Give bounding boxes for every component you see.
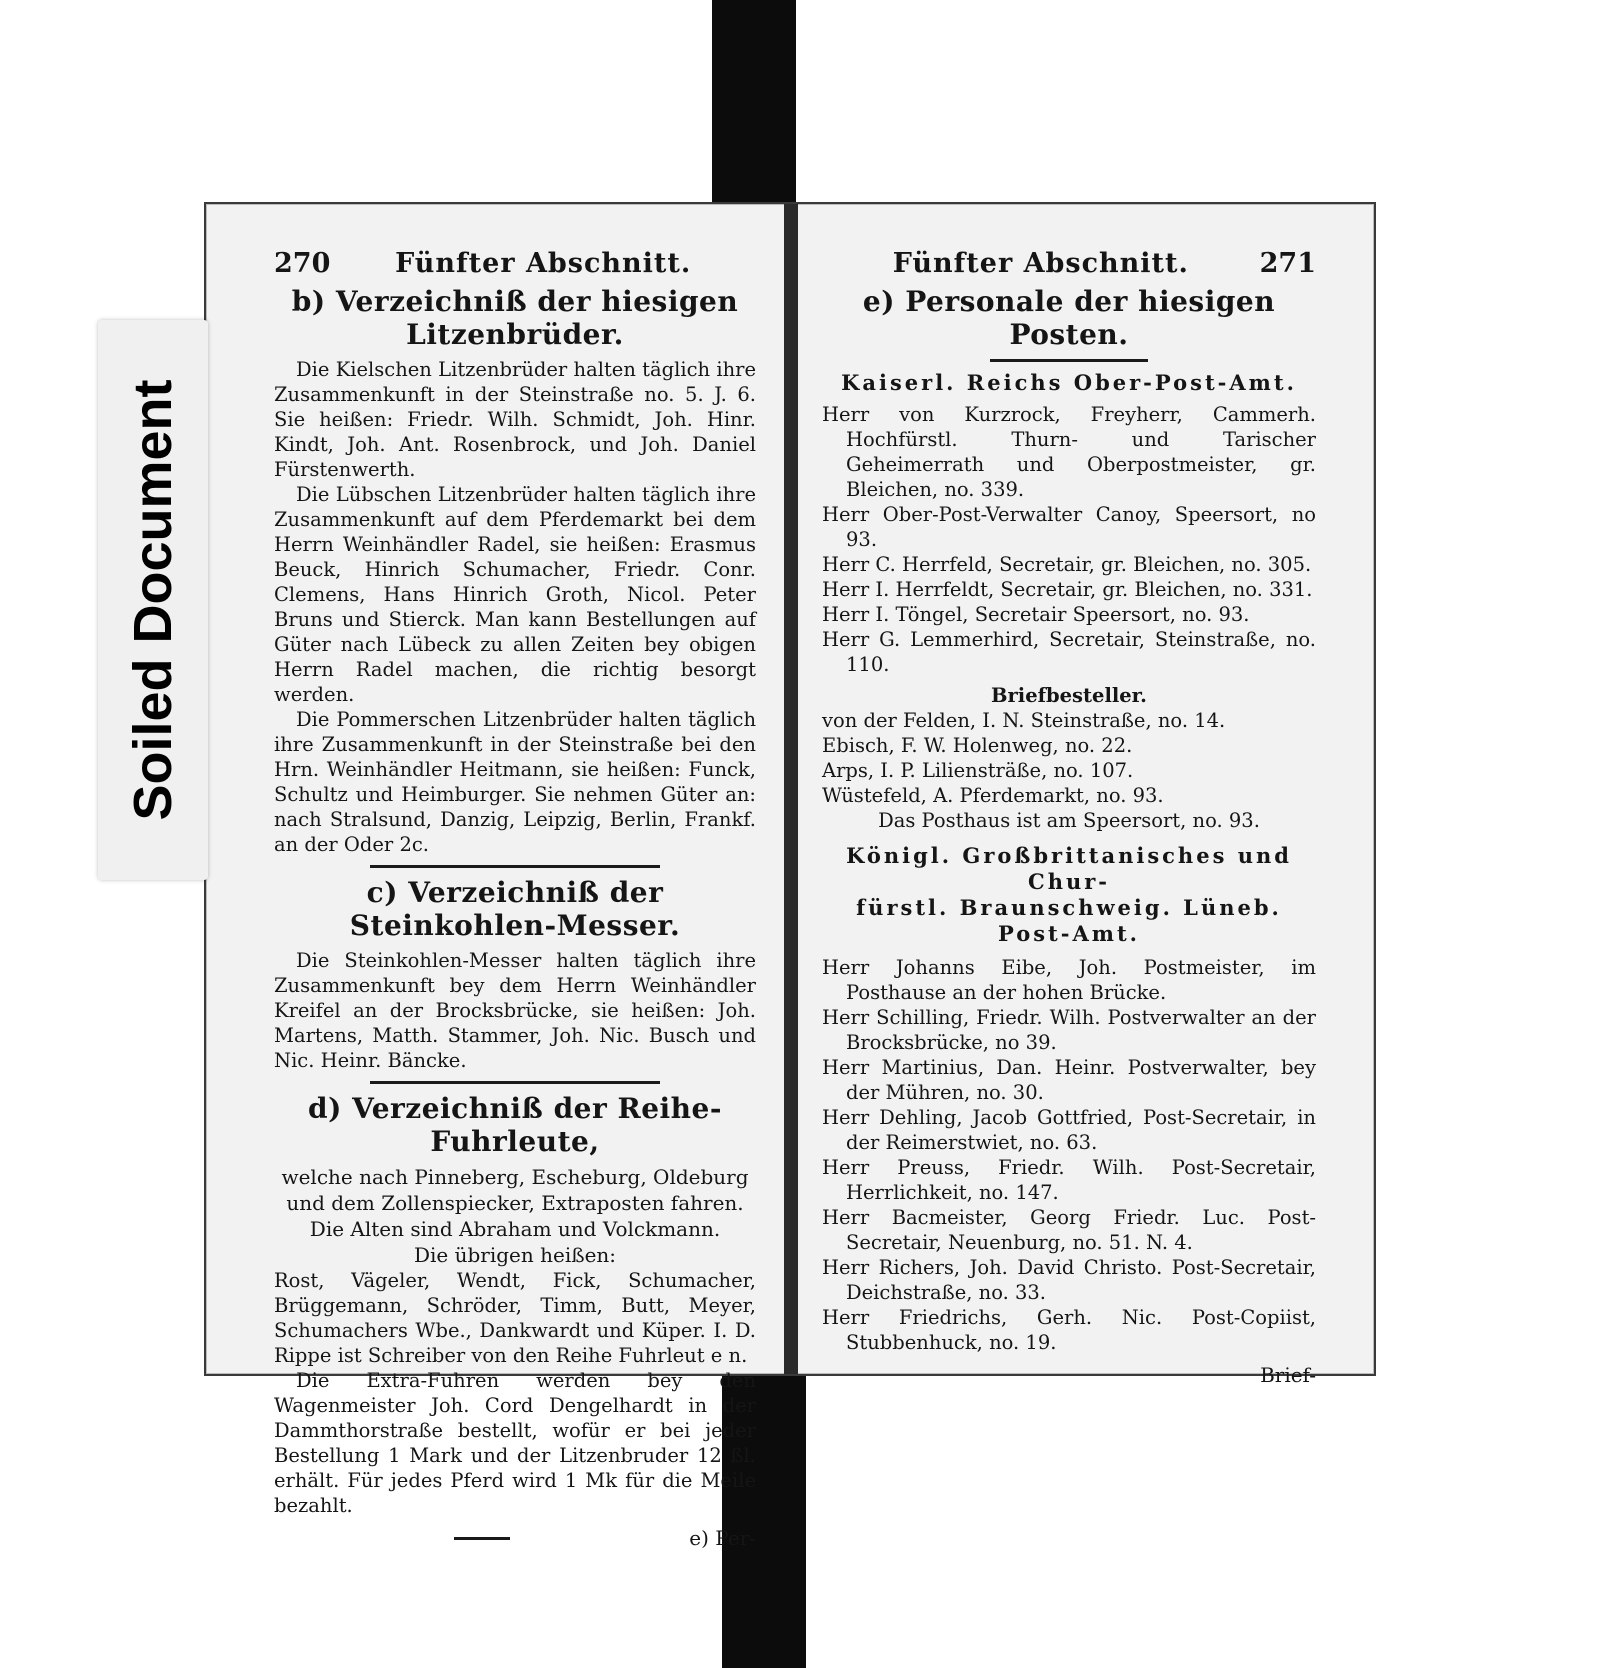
left-running-head	[274, 248, 756, 279]
section-d-paragraph-2: Die Extra-Fuhren werden bey den Wagenmeister Joh. Cord Dengelhardt in der Dammthorstraße bestellt, wofür er bei jeder Bestellung 1 Mark und der Litzenbruder 12 ßl. erhält. Für jedes Pferd wird 1 Mk für die Meile bezahlt.	[274, 1369, 756, 1517]
list-item: Herr G. Lemmerhird, Secretair, Steinstraße, no. 110.	[822, 628, 1316, 676]
right-catchword: Brief-	[1260, 1363, 1316, 1387]
right-page-footer	[822, 1363, 1316, 1387]
list-item: Herr von Kurzrock, Freyherr, Cammerh. Hochfürstl. Thurn- und Tarischer Geheimerrath und Oberpostmeister, gr. Bleichen, no. 339.	[822, 403, 1316, 501]
list-item: Herr Martinius, Dan. Heinr. Postverwalter, bey der Mühren, no. 30.	[822, 1056, 1316, 1104]
list-item: Herr Dehling, Jacob Gottfried, Post-Secretair, in der Reimerstwiet, no. 63.	[822, 1106, 1316, 1154]
section-d-line-4: Die übrigen heißen:	[413, 1243, 617, 1267]
list-item: Herr C. Herrfeld, Secretair, gr. Bleichen, no. 305.	[822, 553, 1312, 576]
soiled-document-text: Soiled Document	[123, 379, 183, 821]
reichs-post-amt-list	[822, 402, 1316, 677]
section-b-title: b) Verzeichniß der hiesigen Litzenbrüder.	[291, 285, 739, 351]
list-item: Wüstefeld, A. Pferdemarkt, no. 93.	[822, 784, 1164, 807]
list-item: Herr I. Töngel, Secretair Speersort, no. 93.	[822, 603, 1250, 626]
section-d-line-2: und dem Zollenspiecker, Extraposten fahren.	[286, 1191, 744, 1215]
list-item: Herr I. Herrfeldt, Secretair, gr. Bleichen, no. 331.	[822, 578, 1313, 601]
footer-rule	[454, 1537, 510, 1540]
right-running-head	[822, 248, 1316, 279]
section-c-title: c) Verzeichniß der Steinkohlen-Messer.	[349, 876, 681, 942]
briefbesteller-title: Briefbesteller.	[991, 684, 1147, 707]
reichs-post-amt-title: Kaiserl. Reichs Ober-Post-Amt.	[841, 370, 1297, 395]
list-item: Arps, I. P. Liliensträße, no. 107.	[822, 759, 1134, 782]
section-d-line-3: Die Alten sind Abraham und Volckmann.	[309, 1217, 721, 1241]
section-d-paragraph-1: Rost, Vägeler, Wendt, Fick, Schumacher, Brüggemann, Schröder, Timm, Butt, Meyer, Schumachers Wbe., Dankwardt und Küper. I. D. Rippe ist Schreiber von den Reihe Fuhrleut e n.	[274, 1269, 756, 1367]
section-d-line-1: welche nach Pinneberg, Escheburg, Oldeburg	[281, 1165, 749, 1189]
section-b-paragraph-3: Die Pommerschen Litzenbrüder halten täglich ihre Zusammenkunft in der Steinstraße bei den Hrn. Weinhändler Heitmann, sie heißen: Funck, Schultz und Heimburger. Sie nehmen Güter an: nach Stralsund, Danzig, Leipzig, Berlin, Frankf. an der Oder 2c.	[274, 708, 756, 856]
left-catchword: e) Per-	[689, 1526, 756, 1550]
right-running-title: Fünfter Abschnitt.	[892, 248, 1189, 279]
left-page-number: 270	[274, 248, 331, 279]
koenigl-post-amt-title-2: fürstl. Braunschweig. Lüneb.	[856, 895, 1282, 920]
list-item: Herr Richers, Joh. David Christo. Post-Secretair, Deichstraße, no. 33.	[822, 1256, 1316, 1304]
left-page	[206, 204, 784, 1550]
list-item: Herr Schilling, Friedr. Wilh. Postverwalter an der Brocksbrücke, no 39.	[822, 1006, 1316, 1054]
koenigl-post-amt-title-1: Königl. Großbrittanisches und Chur-	[846, 843, 1292, 894]
right-page	[798, 204, 1374, 1387]
list-item: Ebisch, F. W. Holenweg, no. 22.	[822, 734, 1133, 757]
briefbesteller-list	[822, 708, 1316, 808]
divider	[370, 1081, 659, 1084]
divider	[370, 865, 659, 868]
list-item: Herr Johanns Eibe, Joh. Postmeister, im Posthause an der hohen Brücke.	[822, 956, 1316, 1004]
list-item: Herr Ober-Post-Verwalter Canoy, Speersort, no 93.	[822, 503, 1316, 551]
koenigl-post-amt-list	[822, 955, 1316, 1355]
list-item: Herr Friedrichs, Gerh. Nic. Post-Copiist, Stubbenhuck, no. 19.	[822, 1306, 1316, 1354]
open-book	[204, 202, 1376, 1550]
list-item: von der Felden, I. N. Steinstraße, no. 14.	[822, 709, 1226, 732]
top-black-strip	[712, 0, 796, 212]
section-d-title: d) Verzeichniß der Reihe-Fuhrleute,	[308, 1092, 722, 1158]
soiled-document-label	[98, 320, 208, 880]
section-b-paragraph-2: Die Lübschen Litzenbrüder halten täglich ihre Zusammenkunft auf dem Pferdemarkt bei dem Herrn Weinhändler Radel, sie heißen: Erasmus Beuck, Hinrich Schumacher, Friedr. Conr. Clemens, Hans Hinrich Groth, Nicol. Peter Bruns und Stierck. Man kann Bestellungen auf Güter nach Lübeck zu allen Zeiten bey obigen Herrn Radel machen, die richtig besorgt werden.	[274, 483, 756, 706]
posthaus-note: Das Posthaus ist am Speersort, no. 93.	[878, 809, 1260, 832]
right-page-number: 271	[1259, 248, 1316, 279]
koenigl-post-amt-title-3: Post-Amt.	[998, 921, 1140, 946]
divider	[990, 359, 1148, 362]
section-c-paragraph-1: Die Steinkohlen-Messer halten täglich ihre Zusammenkunft bey dem Herrn Weinhändler Kreifel an der Brocksbrücke, sie heißen: Joh. Martens, Matth. Stammer, Joh. Nic. Busch und Nic. Heinr. Bäncke.	[274, 949, 756, 1072]
list-item: Herr Bacmeister, Georg Friedr. Luc. Post-Secretair, Neuenburg, no. 51. N. 4.	[822, 1206, 1316, 1254]
section-b-paragraph-1: Die Kielschen Litzenbrüder halten täglich ihre Zusammenkunft in der Steinstraße no. 5. J. 6. Sie heißen: Friedr. Wilh. Schmidt, Joh. Hinr. Kindt, Joh. Ant. Rosenbrock, und Joh. Daniel Fürstenwerth.	[274, 358, 756, 481]
list-item: Herr Preuss, Friedr. Wilh. Post-Secretair, Herrlichkeit, no. 147.	[822, 1156, 1316, 1204]
left-running-title: Fünfter Abschnitt.	[395, 248, 692, 279]
section-e-title: e) Personale der hiesigen Posten.	[862, 285, 1276, 351]
book-gutter	[784, 204, 798, 1374]
left-page-footer	[274, 1526, 756, 1550]
